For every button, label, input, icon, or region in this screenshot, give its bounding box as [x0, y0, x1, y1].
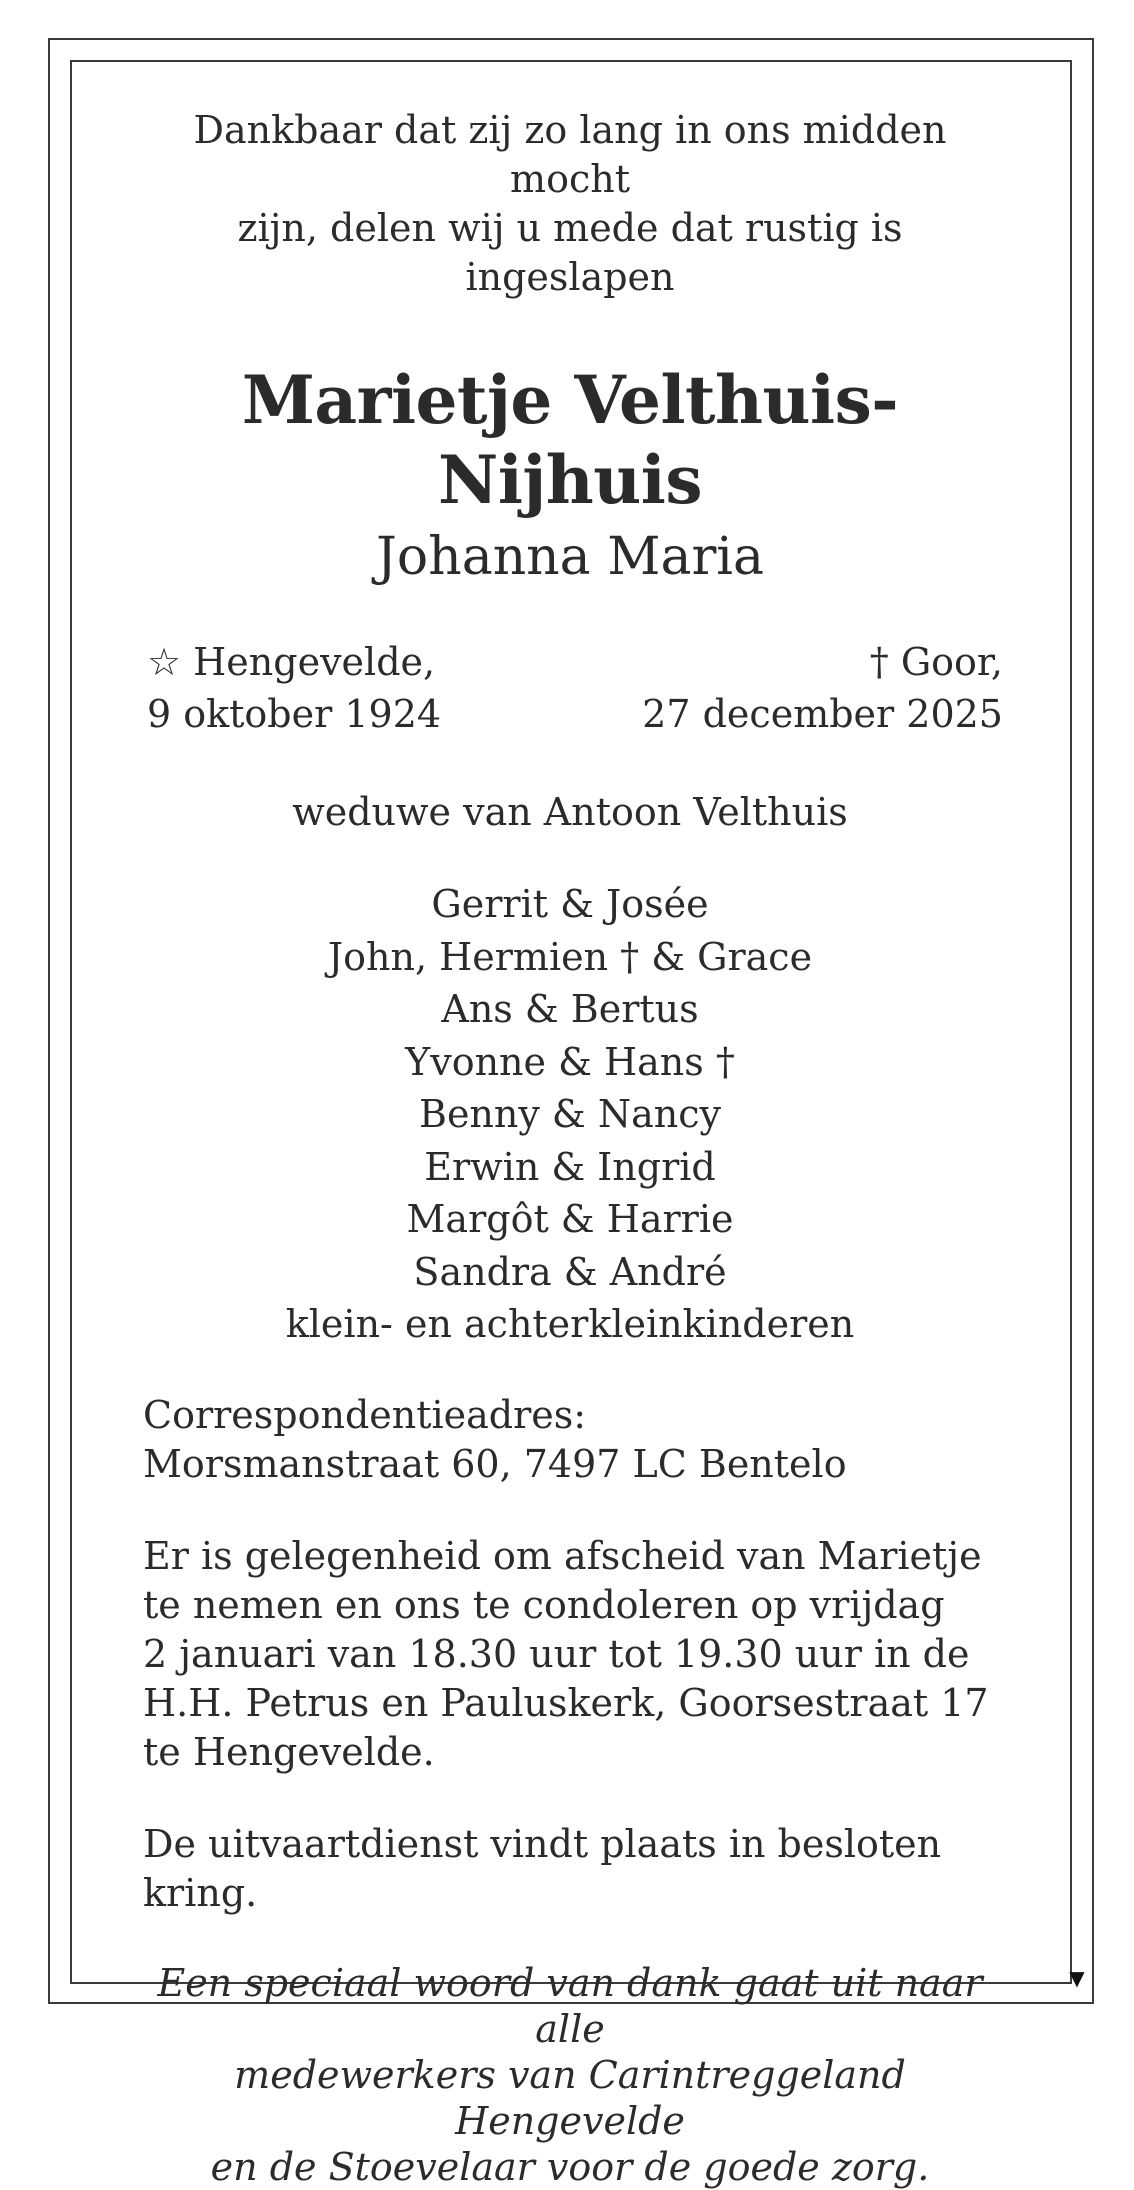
family-member: Gerrit & Josée	[431, 882, 709, 926]
farewell-line: te nemen en ons te condoleren op vrijdag	[143, 1582, 945, 1627]
service-info	[143, 1820, 1010, 1918]
intro-text	[130, 106, 1010, 302]
birth-date: 9 oktober 1924	[147, 692, 442, 736]
thanks-line: medewerkers van Carintreggeland Hengevelde	[234, 2052, 906, 2143]
triangle-down-icon[interactable]: ▼	[1069, 1966, 1085, 1990]
farewell-line: te Hengevelde.	[143, 1729, 435, 1774]
thanks-note	[130, 1960, 1010, 2190]
cross-icon: †	[869, 640, 889, 684]
family-member: Sandra & André	[413, 1249, 727, 1294]
family-member: Yvonne & Hans †	[405, 1039, 735, 1084]
death-place: Goor,	[900, 640, 1003, 684]
farewell-line: Er is gelegenheid om afscheid van Marietje	[143, 1533, 982, 1578]
birth-place: Hengevelde,	[193, 640, 436, 684]
farewell-info	[143, 1532, 1010, 1777]
farewell-line: 2 januari van 18.30 uur tot 19.30 uur in de	[143, 1631, 970, 1676]
deceased-given-names: Johanna Maria	[376, 527, 764, 587]
service-line: De uitvaartdienst vindt plaats in besloten	[143, 1821, 942, 1866]
family-member: Ans & Bertus	[441, 987, 699, 1031]
service-line: kring.	[143, 1870, 258, 1915]
thanks-line: en de Stoevelaar voor de goede zorg.	[210, 2144, 930, 2189]
deceased-full-name: Marietje Velthuis-Nijhuis	[241, 361, 899, 519]
family-member: Benny & Nancy	[419, 1092, 721, 1136]
birth-info	[147, 636, 441, 740]
intro-line: Dankbaar dat zij zo lang in ons midden mocht	[193, 108, 947, 201]
death-date: 27 december 2025	[642, 692, 1003, 736]
death-info	[642, 636, 1003, 740]
star-icon: ☆	[147, 640, 182, 684]
intro-line: zijn, delen wij u mede dat rustig is ingeslapen	[237, 206, 903, 299]
family-member: John, Hermien † & Grace	[327, 934, 813, 979]
farewell-line: H.H. Petrus en Pauluskerk, Goorsestraat 17	[143, 1680, 989, 1725]
details-block	[143, 1391, 1010, 1918]
family-member: Margôt & Harrie	[406, 1197, 734, 1241]
correspondence	[143, 1391, 1010, 1489]
family-list	[130, 878, 1010, 1351]
death-notice	[130, 106, 1010, 2190]
widow-of: weduwe van Antoon Velthuis	[292, 790, 848, 834]
correspondence-address: Morsmanstraat 60, 7497 LC Bentelo	[143, 1441, 847, 1486]
family-member: Erwin & Ingrid	[424, 1144, 716, 1189]
family-member: klein- en achterkleinkinderen	[285, 1302, 855, 1346]
correspondence-label: Correspondentieadres:	[143, 1392, 587, 1437]
thanks-line: Een speciaal woord van dank gaat uit naar alle	[157, 1960, 983, 2051]
life-dates	[147, 636, 1003, 740]
